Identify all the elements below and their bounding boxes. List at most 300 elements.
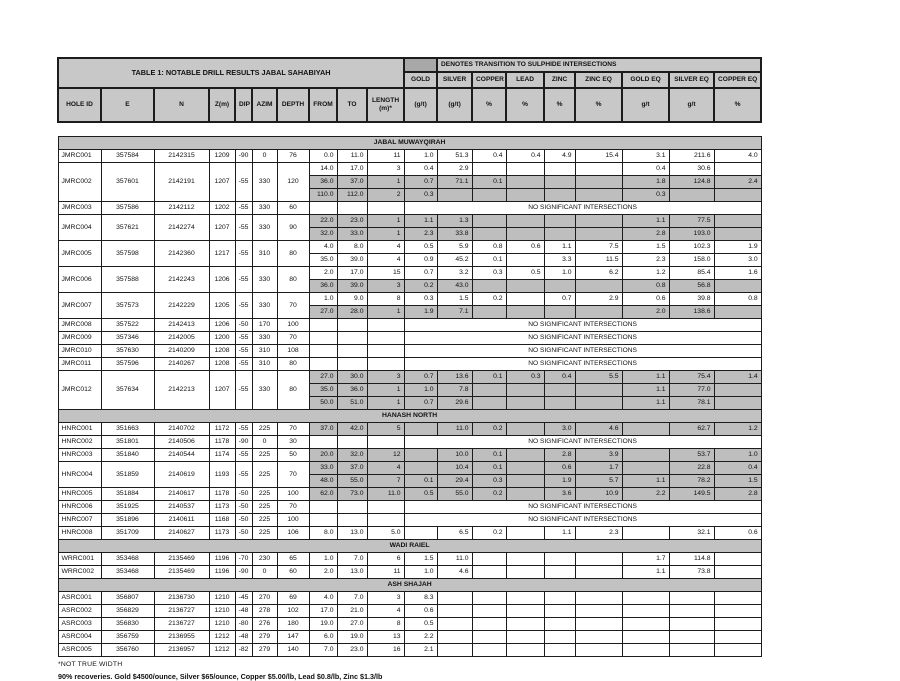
hole-row — [58, 436, 761, 449]
zinc-eq-cell — [575, 618, 622, 631]
length-cell: 3 — [367, 371, 404, 384]
length-cell: 4 — [367, 241, 404, 254]
from-cell: 35.0 — [309, 384, 337, 397]
to-cell — [337, 501, 367, 514]
dip-cell: -55 — [235, 163, 252, 202]
length-cell: 5 — [367, 423, 404, 436]
elevation-cell: 1193 — [209, 462, 235, 488]
spacer-row — [58, 122, 761, 137]
lead-cell: 0.6 — [506, 241, 544, 254]
depth-cell: 80 — [277, 241, 309, 267]
zinc-cell: 1.0 — [544, 267, 575, 280]
col-header-northing: N — [154, 88, 209, 122]
silver-eq-cell — [669, 592, 714, 605]
hole-row — [58, 371, 761, 384]
hole-id-cell: ASRC005 — [58, 644, 101, 657]
to-cell: 23.0 — [337, 644, 367, 657]
northing-cell: 2140267 — [154, 358, 209, 371]
to-cell: 13.0 — [337, 527, 367, 540]
hole-row — [58, 566, 761, 579]
silver-eq-cell — [669, 631, 714, 644]
from-cell — [309, 501, 337, 514]
silver-eq-cell: 149.5 — [669, 488, 714, 501]
northing-cell: 2142005 — [154, 332, 209, 345]
spacer-cell — [58, 122, 761, 137]
copper-cell — [472, 592, 506, 605]
elevation-cell: 1206 — [209, 267, 235, 293]
copper-eq-cell: 0.6 — [714, 527, 761, 540]
elevation-cell: 1208 — [209, 345, 235, 358]
to-cell: 13.0 — [337, 566, 367, 579]
azimuth-cell: 225 — [252, 462, 277, 488]
from-cell: 8.0 — [309, 527, 337, 540]
unit-copper-eq: % — [714, 88, 761, 122]
to-cell: 33.0 — [337, 228, 367, 241]
zinc-cell — [544, 228, 575, 241]
silver-eq-cell: 102.3 — [669, 241, 714, 254]
zinc-cell: 2.8 — [544, 449, 575, 462]
copper-eq-cell — [714, 605, 761, 618]
length-cell: 11 — [367, 566, 404, 579]
elevation-cell: 1200 — [209, 332, 235, 345]
hole-row — [58, 215, 761, 228]
length-cell: 5.0 — [367, 527, 404, 540]
hole-row — [58, 345, 761, 358]
hole-id-cell: HNRC004 — [58, 462, 101, 488]
gold-cell: 1.9 — [404, 306, 437, 319]
gold-eq-cell — [622, 605, 669, 618]
to-cell — [337, 514, 367, 527]
zinc-cell — [544, 280, 575, 293]
northing-cell: 2142360 — [154, 241, 209, 267]
silver-cell: 43.0 — [437, 280, 472, 293]
zinc-eq-cell — [575, 215, 622, 228]
zinc-eq-cell: 2.9 — [575, 293, 622, 306]
to-cell: 73.0 — [337, 488, 367, 501]
zinc-cell: 1.1 — [544, 241, 575, 254]
easting-cell: 351801 — [101, 436, 154, 449]
hole-id-cell: HNRC005 — [58, 488, 101, 501]
gold-cell: 0.3 — [404, 189, 437, 202]
depth-cell: 100 — [277, 514, 309, 527]
hole-id-cell: JMRC009 — [58, 332, 101, 345]
depth-cell: 100 — [277, 488, 309, 501]
elevation-cell: 1212 — [209, 631, 235, 644]
from-cell — [309, 202, 337, 215]
hole-row — [58, 332, 761, 345]
silver-eq-cell: 30.6 — [669, 163, 714, 176]
no-significant-intersections-cell: NO SIGNIFICANT INTERSECTIONS — [404, 501, 761, 514]
zinc-cell: 0.7 — [544, 293, 575, 306]
silver-cell: 13.6 — [437, 371, 472, 384]
hole-row — [58, 423, 761, 436]
azimuth-cell: 170 — [252, 319, 277, 332]
section-label: WADI RAIEL — [58, 540, 761, 553]
silver-cell: 11.0 — [437, 553, 472, 566]
to-cell: 21.0 — [337, 605, 367, 618]
from-cell: 1.0 — [309, 293, 337, 306]
depth-cell: 69 — [277, 592, 309, 605]
to-cell: 17.0 — [337, 267, 367, 280]
copper-cell: 0.2 — [472, 527, 506, 540]
zinc-cell — [544, 397, 575, 410]
gold-eq-cell: 2.0 — [622, 306, 669, 319]
no-significant-intersections-cell: NO SIGNIFICANT INTERSECTIONS — [404, 358, 761, 371]
no-significant-intersections-cell: NO SIGNIFICANT INTERSECTIONS — [404, 345, 761, 358]
silver-eq-cell: 22.8 — [669, 462, 714, 475]
to-cell — [337, 358, 367, 371]
silver-eq-cell: 193.0 — [669, 228, 714, 241]
unit-zinc: % — [544, 88, 575, 122]
silver-cell: 33.8 — [437, 228, 472, 241]
gold-eq-cell: 1.1 — [622, 215, 669, 228]
depth-cell: 70 — [277, 501, 309, 514]
to-cell: 9.0 — [337, 293, 367, 306]
copper-cell — [472, 618, 506, 631]
gold-cell: 8.3 — [404, 592, 437, 605]
zinc-cell — [544, 566, 575, 579]
elevation-cell: 1173 — [209, 527, 235, 540]
northing-cell: 2140702 — [154, 423, 209, 436]
copper-eq-cell — [714, 384, 761, 397]
easting-cell: 357630 — [101, 345, 154, 358]
section-label: HANASH NORTH — [58, 410, 761, 423]
hole-id-cell: JMRC003 — [58, 202, 101, 215]
hole-row — [58, 514, 761, 527]
copper-cell — [472, 306, 506, 319]
hole-row — [58, 631, 761, 644]
to-cell: 7.0 — [337, 592, 367, 605]
copper-eq-cell — [714, 280, 761, 293]
hole-id-cell: HNRC007 — [58, 514, 101, 527]
gold-cell — [404, 449, 437, 462]
azimuth-cell: 0 — [252, 566, 277, 579]
copper-cell: 0.2 — [472, 488, 506, 501]
to-cell — [337, 345, 367, 358]
azimuth-cell: 279 — [252, 644, 277, 657]
easting-cell: 351859 — [101, 462, 154, 488]
gold-eq-cell: 1.8 — [622, 176, 669, 189]
azimuth-cell: 330 — [252, 332, 277, 345]
dip-cell: -55 — [235, 215, 252, 241]
length-cell: 1 — [367, 384, 404, 397]
to-cell: 42.0 — [337, 423, 367, 436]
northing-cell: 2140506 — [154, 436, 209, 449]
elevation-cell: 1209 — [209, 150, 235, 163]
gold-cell: 0.7 — [404, 397, 437, 410]
silver-eq-cell: 158.0 — [669, 254, 714, 267]
dip-cell: -55 — [235, 293, 252, 319]
dip-cell: -55 — [235, 462, 252, 488]
easting-cell: 357634 — [101, 371, 154, 410]
section-row — [58, 137, 761, 150]
hole-id-cell: ASRC002 — [58, 605, 101, 618]
northing-cell: 2142213 — [154, 371, 209, 410]
northing-cell: 2142315 — [154, 150, 209, 163]
copper-eq-cell — [714, 566, 761, 579]
hole-id-cell: ASRC003 — [58, 618, 101, 631]
easting-cell: 357601 — [101, 163, 154, 202]
gold-eq-cell — [622, 631, 669, 644]
dip-cell: -48 — [235, 631, 252, 644]
copper-eq-cell — [714, 189, 761, 202]
gold-eq-cell: 1.7 — [622, 553, 669, 566]
depth-cell: 50 — [277, 449, 309, 462]
gold-eq-cell — [622, 618, 669, 631]
zinc-eq-cell — [575, 553, 622, 566]
silver-eq-cell: 77.5 — [669, 215, 714, 228]
from-cell: 19.0 — [309, 618, 337, 631]
length-cell: 8 — [367, 618, 404, 631]
azimuth-cell: 225 — [252, 423, 277, 436]
dip-cell: -55 — [235, 449, 252, 462]
dip-cell: -55 — [235, 345, 252, 358]
silver-cell: 6.5 — [437, 527, 472, 540]
northing-cell: 2142229 — [154, 293, 209, 319]
silver-eq-cell: 138.6 — [669, 306, 714, 319]
length-cell: 1 — [367, 397, 404, 410]
copper-eq-cell — [714, 163, 761, 176]
elevation-cell: 1202 — [209, 202, 235, 215]
zinc-eq-cell: 15.4 — [575, 150, 622, 163]
northing-cell: 2142191 — [154, 163, 209, 202]
silver-cell: 10.4 — [437, 462, 472, 475]
gold-eq-cell: 0.3 — [622, 189, 669, 202]
hole-id-cell: JMRC011 — [58, 358, 101, 371]
easting-cell: 357346 — [101, 332, 154, 345]
hole-id-cell: JMRC004 — [58, 215, 101, 241]
silver-eq-cell: 114.8 — [669, 553, 714, 566]
easting-cell: 353468 — [101, 566, 154, 579]
col-header-copper: COPPER — [472, 72, 506, 88]
to-cell: 7.0 — [337, 553, 367, 566]
length-cell: 3 — [367, 163, 404, 176]
copper-eq-cell — [714, 228, 761, 241]
gold-eq-cell: 1.1 — [622, 384, 669, 397]
from-cell — [309, 345, 337, 358]
easting-cell: 351925 — [101, 501, 154, 514]
silver-cell: 51.3 — [437, 150, 472, 163]
depth-cell: 76 — [277, 150, 309, 163]
gold-cell: 0.1 — [404, 475, 437, 488]
length-cell: 2 — [367, 189, 404, 202]
gold-cell: 0.6 — [404, 605, 437, 618]
gold-eq-cell: 1.1 — [622, 566, 669, 579]
gold-eq-cell: 0.4 — [622, 163, 669, 176]
depth-cell: 147 — [277, 631, 309, 644]
length-cell: 4 — [367, 254, 404, 267]
easting-cell: 356759 — [101, 631, 154, 644]
zinc-cell — [544, 631, 575, 644]
silver-cell: 1.3 — [437, 215, 472, 228]
zinc-cell: 3.0 — [544, 423, 575, 436]
unit-copper: % — [472, 88, 506, 122]
col-header-silver: SILVER — [437, 72, 472, 88]
easting-cell: 357621 — [101, 215, 154, 241]
zinc-eq-cell — [575, 306, 622, 319]
zinc-eq-cell — [575, 384, 622, 397]
copper-eq-cell: 3.0 — [714, 254, 761, 267]
copper-eq-cell — [714, 592, 761, 605]
elevation-cell: 1172 — [209, 423, 235, 436]
gold-cell: 2.2 — [404, 631, 437, 644]
length-cell: 12 — [367, 449, 404, 462]
to-cell: 37.0 — [337, 462, 367, 475]
to-cell: 30.0 — [337, 371, 367, 384]
easting-cell: 357598 — [101, 241, 154, 267]
elevation-cell: 1178 — [209, 436, 235, 449]
easting-cell: 356760 — [101, 644, 154, 657]
depth-cell: 70 — [277, 332, 309, 345]
zinc-eq-cell — [575, 644, 622, 657]
length-cell: 3 — [367, 280, 404, 293]
northing-cell: 2142413 — [154, 319, 209, 332]
transition-legend: DENOTES TRANSITION TO SULPHIDE INTERSECTIONS — [437, 58, 761, 72]
azimuth-cell: 330 — [252, 202, 277, 215]
lead-cell — [506, 566, 544, 579]
from-cell: 36.0 — [309, 280, 337, 293]
silver-eq-cell: 75.4 — [669, 371, 714, 384]
azimuth-cell: 278 — [252, 605, 277, 618]
length-cell — [367, 358, 404, 371]
dip-cell: -55 — [235, 423, 252, 436]
northing-cell: 2136727 — [154, 605, 209, 618]
elevation-cell: 1207 — [209, 163, 235, 202]
gold-eq-cell: 3.1 — [622, 150, 669, 163]
zinc-cell: 3.3 — [544, 254, 575, 267]
gold-eq-cell — [622, 644, 669, 657]
elevation-cell: 1207 — [209, 371, 235, 410]
silver-cell — [437, 631, 472, 644]
zinc-eq-cell: 10.9 — [575, 488, 622, 501]
copper-eq-cell: 1.9 — [714, 241, 761, 254]
depth-cell: 106 — [277, 527, 309, 540]
to-cell: 17.0 — [337, 163, 367, 176]
gold-cell: 0.5 — [404, 618, 437, 631]
azimuth-cell: 310 — [252, 241, 277, 267]
gold-eq-cell — [622, 423, 669, 436]
lead-cell — [506, 618, 544, 631]
from-cell: 4.0 — [309, 241, 337, 254]
gold-cell: 1.0 — [404, 384, 437, 397]
hole-row — [58, 293, 761, 306]
to-cell — [337, 436, 367, 449]
transition-swatch-icon — [404, 58, 437, 72]
drill-results-table — [57, 57, 762, 657]
from-cell — [309, 436, 337, 449]
unit-lead: % — [506, 88, 544, 122]
from-cell: 2.0 — [309, 566, 337, 579]
silver-cell: 29.4 — [437, 475, 472, 488]
silver-cell — [437, 618, 472, 631]
silver-eq-cell — [669, 605, 714, 618]
easting-cell: 351709 — [101, 527, 154, 540]
depth-cell: 90 — [277, 215, 309, 241]
no-significant-intersections-cell: NO SIGNIFICANT INTERSECTIONS — [404, 514, 761, 527]
hole-id-cell: JMRC008 — [58, 319, 101, 332]
zinc-eq-cell: 11.5 — [575, 254, 622, 267]
lead-cell — [506, 644, 544, 657]
azimuth-cell: 310 — [252, 358, 277, 371]
northing-cell: 2142274 — [154, 215, 209, 241]
from-cell: 20.0 — [309, 449, 337, 462]
to-cell: 11.0 — [337, 150, 367, 163]
azimuth-cell: 225 — [252, 514, 277, 527]
to-cell: 27.0 — [337, 618, 367, 631]
dip-cell: -50 — [235, 501, 252, 514]
hole-row — [58, 150, 761, 163]
depth-cell: 70 — [277, 293, 309, 319]
silver-eq-cell: 124.8 — [669, 176, 714, 189]
length-cell — [367, 202, 404, 215]
gold-cell — [404, 527, 437, 540]
copper-eq-cell — [714, 397, 761, 410]
copper-eq-cell: 2.4 — [714, 176, 761, 189]
length-cell: 11 — [367, 150, 404, 163]
to-cell: 37.0 — [337, 176, 367, 189]
depth-cell: 30 — [277, 436, 309, 449]
silver-cell: 4.6 — [437, 566, 472, 579]
easting-cell: 357588 — [101, 267, 154, 293]
table-title: TABLE 1: NOTABLE DRILL RESULTS JABAL SAHABIYAH — [58, 58, 404, 88]
silver-cell — [437, 189, 472, 202]
dip-cell: -50 — [235, 488, 252, 501]
to-cell — [337, 319, 367, 332]
length-cell — [367, 514, 404, 527]
copper-eq-cell — [714, 553, 761, 566]
depth-cell: 80 — [277, 371, 309, 410]
col-header-to: TO — [337, 88, 367, 122]
copper-cell: 0.1 — [472, 371, 506, 384]
dip-cell: -70 — [235, 553, 252, 566]
from-cell: 22.0 — [309, 215, 337, 228]
hole-row — [58, 644, 761, 657]
silver-cell: 71.1 — [437, 176, 472, 189]
zinc-cell — [544, 384, 575, 397]
depth-cell: 180 — [277, 618, 309, 631]
gold-cell: 0.7 — [404, 176, 437, 189]
from-cell — [309, 358, 337, 371]
elevation-cell: 1207 — [209, 215, 235, 241]
lead-cell — [506, 215, 544, 228]
copper-cell: 0.8 — [472, 241, 506, 254]
hole-row — [58, 241, 761, 254]
gold-eq-cell: 1.2 — [622, 267, 669, 280]
lead-cell — [506, 592, 544, 605]
zinc-eq-cell — [575, 566, 622, 579]
easting-cell: 351884 — [101, 488, 154, 501]
depth-cell: 80 — [277, 358, 309, 371]
easting-cell: 356830 — [101, 618, 154, 631]
to-cell: 8.0 — [337, 241, 367, 254]
lead-cell — [506, 306, 544, 319]
lead-cell — [506, 605, 544, 618]
gold-cell: 0.5 — [404, 241, 437, 254]
dip-cell: -90 — [235, 436, 252, 449]
azimuth-cell: 330 — [252, 371, 277, 410]
silver-eq-cell: 85.4 — [669, 267, 714, 280]
no-significant-intersections-cell: NO SIGNIFICANT INTERSECTIONS — [404, 319, 761, 332]
dip-cell: -90 — [235, 566, 252, 579]
gold-eq-cell: 0.6 — [622, 293, 669, 306]
hole-row — [58, 202, 761, 215]
col-header-zinc-eq: ZINC EQ — [575, 72, 622, 88]
copper-cell — [472, 605, 506, 618]
length-cell: 4 — [367, 605, 404, 618]
copper-eq-cell — [714, 618, 761, 631]
azimuth-cell: 330 — [252, 293, 277, 319]
elevation-cell: 1196 — [209, 566, 235, 579]
